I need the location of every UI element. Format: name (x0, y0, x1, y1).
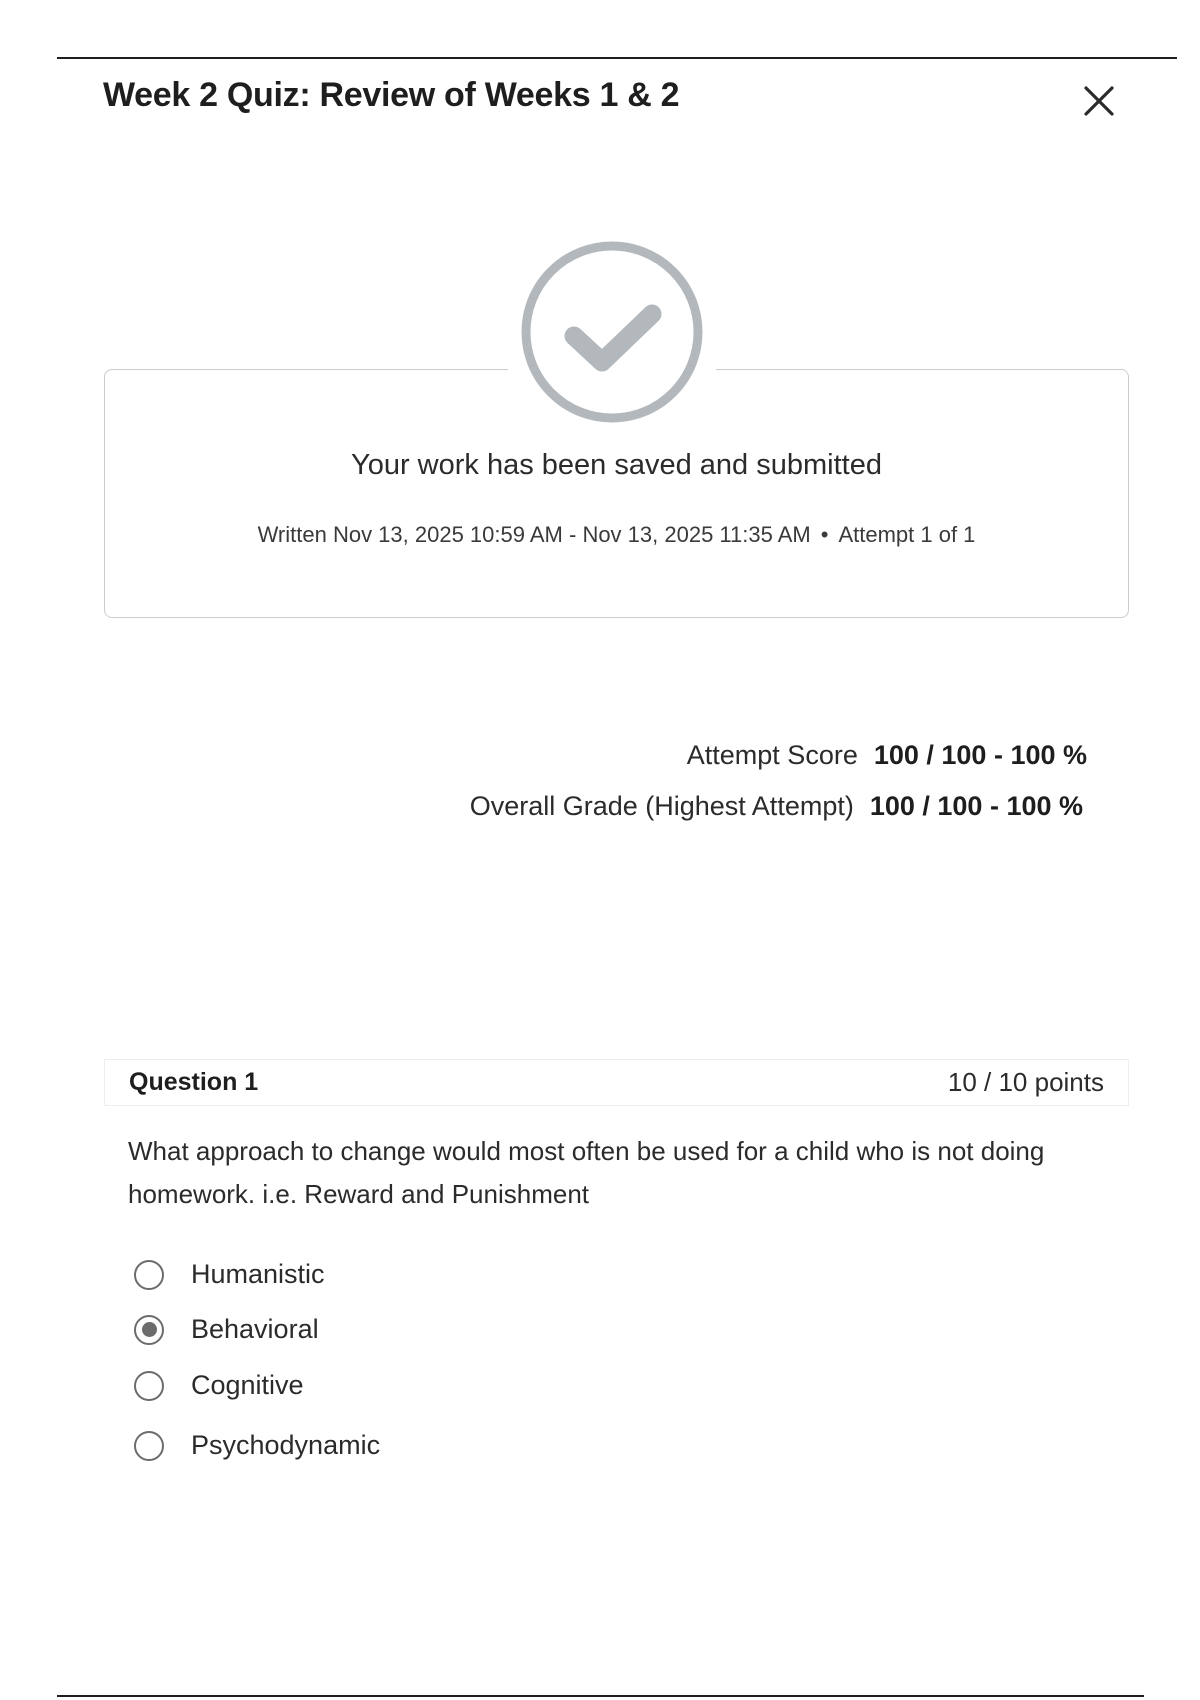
radio-button[interactable] (134, 1371, 164, 1401)
answer-option-humanistic[interactable] (134, 1259, 325, 1290)
close-icon (1078, 80, 1120, 122)
overall-grade-label: Overall Grade (Highest Attempt) (469, 791, 854, 821)
attempt-count: Attempt 1 of 1 (838, 522, 976, 547)
submission-details (104, 522, 1129, 548)
answer-option-label: Psychodynamic (191, 1430, 381, 1460)
answer-option-cognitive[interactable] (134, 1370, 304, 1401)
answer-option-label: Behavioral (191, 1314, 319, 1344)
radio-selected-dot (142, 1322, 157, 1337)
bottom-divider (57, 1695, 1144, 1697)
answer-option-label: Humanistic (191, 1259, 325, 1289)
quiz-title: Week 2 Quiz: Review of Weeks 1 & 2 (103, 76, 680, 114)
radio-button[interactable] (134, 1431, 164, 1461)
question-points: 10 / 10 points (947, 1067, 1104, 1097)
attempt-score-value: 100 / 100 - 100 % (873, 740, 1087, 770)
answer-option-behavioral[interactable] (134, 1314, 319, 1345)
overall-grade-value: 100 / 100 - 100 % (869, 791, 1083, 821)
submission-message: Your work has been saved and submitted (351, 449, 882, 481)
close-button[interactable] (1078, 80, 1120, 122)
submission-status-badge (508, 228, 716, 436)
radio-button-selected[interactable] (134, 1315, 164, 1345)
question-header (104, 1059, 1129, 1106)
top-divider (57, 57, 1177, 59)
answer-option-psychodynamic[interactable] (134, 1430, 380, 1461)
written-range: Written Nov 13, 2025 10:59 AM - Nov 13, 2025 11:35 AM (257, 522, 811, 547)
attempt-score-row (687, 740, 1087, 771)
overall-grade-row (470, 791, 1083, 822)
check-circle-icon (520, 240, 704, 424)
attempt-score-label: Attempt Score (686, 740, 858, 770)
question-label: Question 1 (129, 1068, 259, 1096)
question-text: What approach to change would most often be used for a child who is not doing homework. i.e. Reward and Punishment (128, 1136, 1045, 1209)
separator-dot: • (820, 522, 829, 547)
radio-button[interactable] (134, 1260, 164, 1290)
answer-option-label: Cognitive (191, 1370, 304, 1400)
